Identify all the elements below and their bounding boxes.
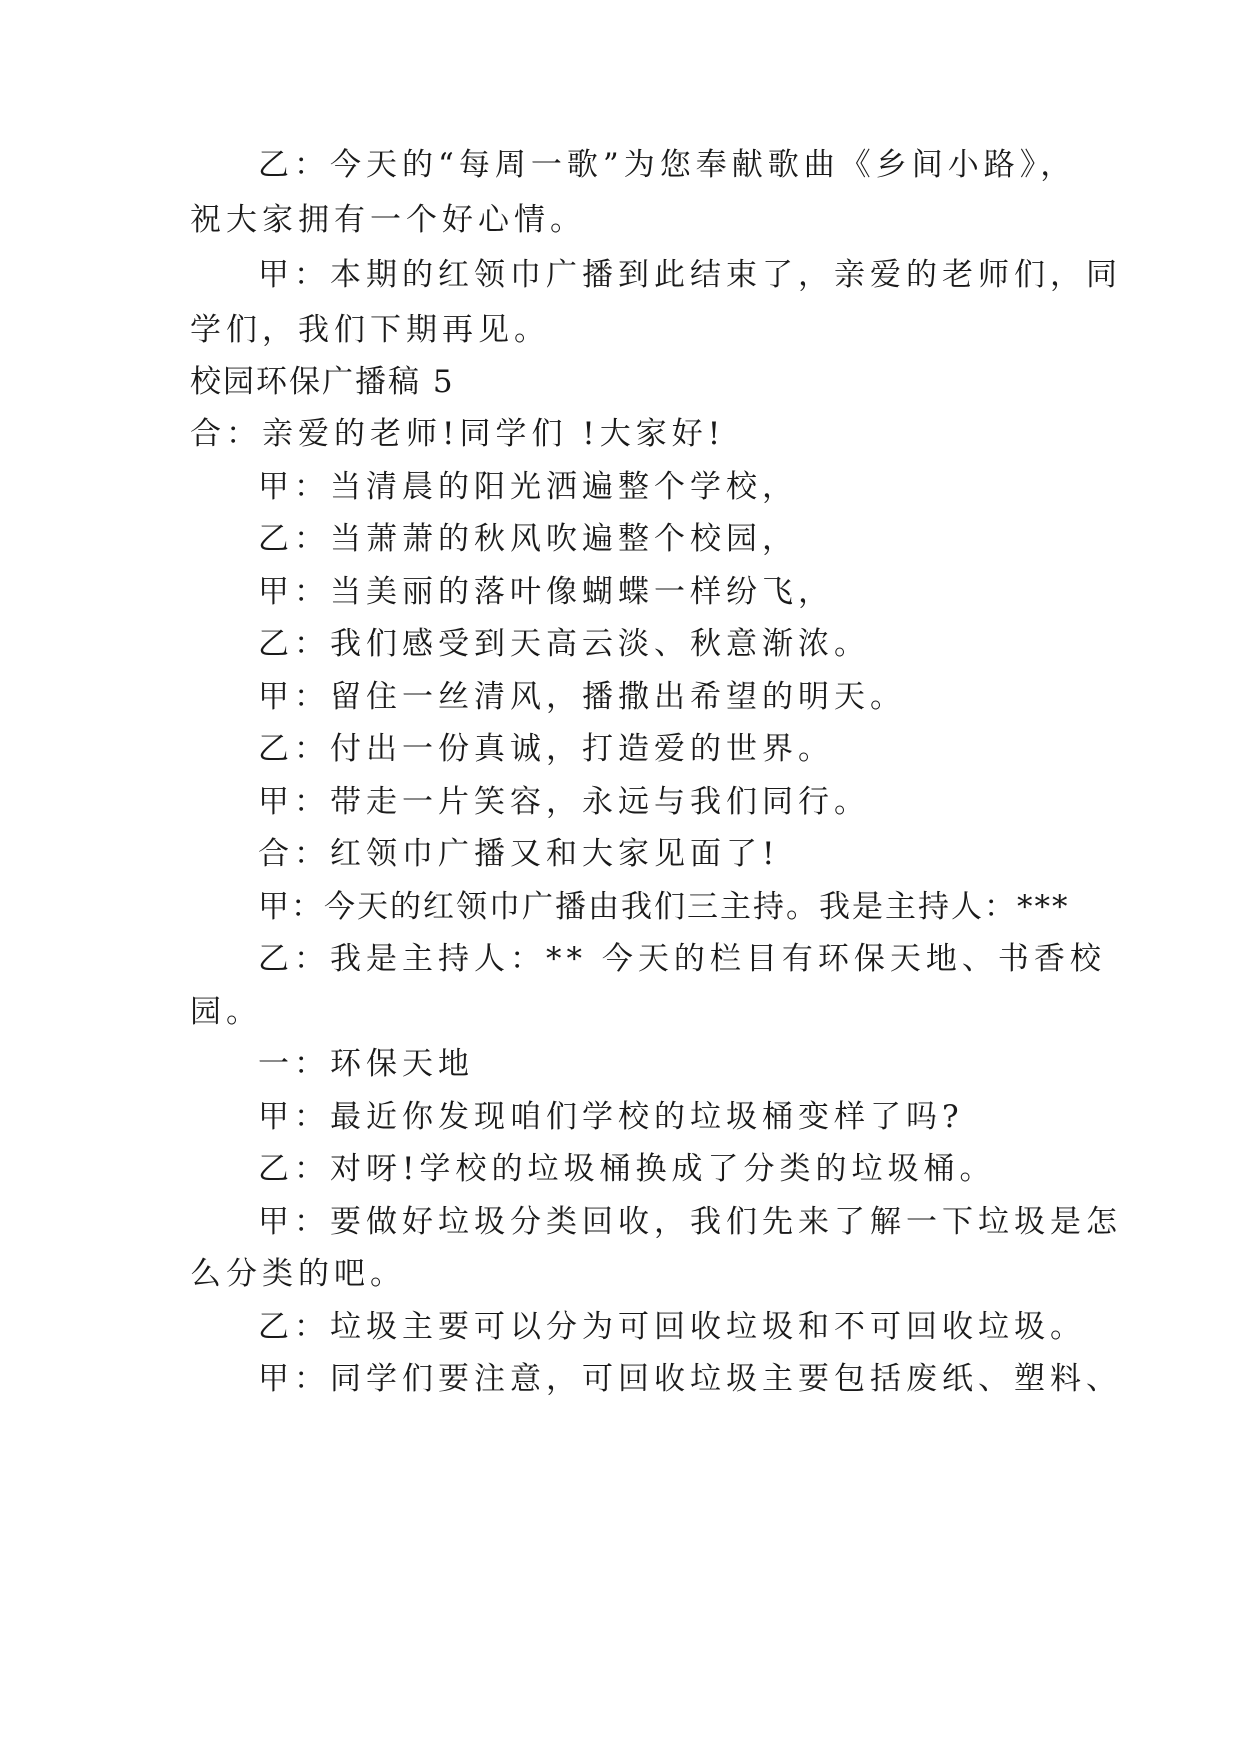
text-line: 甲：当美丽的落叶像蝴蝶一样纷飞， [258, 574, 834, 610]
text-line: 祝大家拥有一个好心情。 [190, 202, 586, 238]
text-line: 学们，我们下期再见。 [190, 312, 550, 348]
text-line: 合：红领巾广播又和大家见面了! [258, 836, 780, 872]
text-line: 甲：带走一片笑容，永远与我们同行。 [258, 784, 870, 820]
text-line: 乙：我是主持人：** 今天的栏目有环保天地、书香校 [258, 941, 1106, 977]
text-line: 乙：今天的“每周一歌”为您奉献歌曲《乡间小路》， [258, 147, 1077, 183]
text-line: 甲：留住一丝清风，播撒出希望的明天。 [258, 679, 906, 715]
text-line: 乙：垃圾主要可以分为可回收垃圾和不可回收垃圾。 [258, 1309, 1086, 1345]
text-line: 甲：今天的红领巾广播由我们三主持。我是主持人：*** [258, 889, 1070, 925]
text-line: 乙：当萧萧的秋风吹遍整个校园， [258, 521, 798, 557]
section-heading: 校园环保广播稿 5 [190, 364, 455, 400]
text-line: 园。 [190, 994, 262, 1030]
text-line: 乙：付出一份真诚，打造爱的世界。 [258, 731, 834, 767]
text-line: 一：环保天地 [258, 1046, 474, 1082]
text-line: 甲：同学们要注意，可回收垃圾主要包括废纸、塑料、 [258, 1361, 1122, 1397]
text-line: 乙：我们感受到天高云淡、秋意渐浓。 [258, 626, 870, 662]
text-line: 甲：当清晨的阳光洒遍整个学校， [258, 469, 798, 505]
text-line: 甲：最近你发现咱们学校的垃圾桶变样了吗? [258, 1099, 964, 1135]
text-line: 甲：本期的红领巾广播到此结束了，亲爱的老师们，同 [258, 257, 1122, 293]
text-line: 合：亲爱的老师!同学们 !大家好! [190, 416, 726, 452]
text-line: 么分类的吧。 [190, 1256, 406, 1292]
text-line: 甲：要做好垃圾分类回收，我们先来了解一下垃圾是怎 [258, 1204, 1122, 1240]
text-line: 乙：对呀!学校的垃圾桶换成了分类的垃圾桶。 [258, 1151, 996, 1187]
